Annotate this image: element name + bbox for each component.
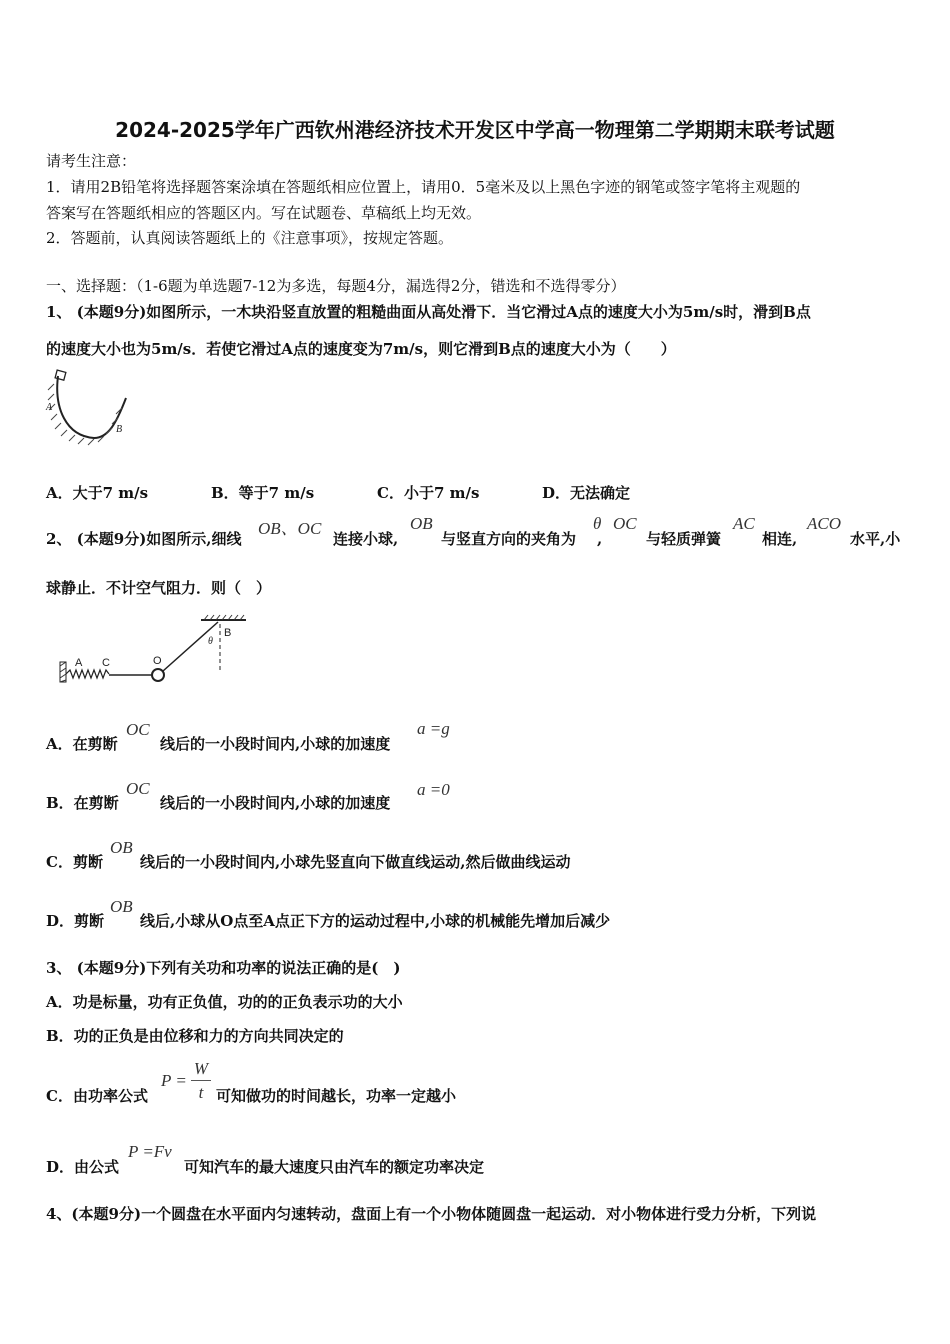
- q2-label-c: C: [102, 657, 110, 669]
- notice-heading: 请考生注意：: [46, 152, 137, 170]
- notice-line-1a: 1．请用2B铅笔将选择题答案涂填在答题纸相应位置上，请用0．5毫米及以上黑色字迹的钢笔或签字笔将主观题的: [46, 178, 801, 196]
- q1-option-a: A．大于7 m/s: [46, 484, 149, 502]
- q2-label-theta: θ: [208, 636, 213, 647]
- page-title: 2024-2025学年广西钦州港经济技术开发区中学高一物理第二学期期末联考试题: [115, 118, 835, 142]
- q2-stem-line2: 球静止．不计空气阻力．则（ ）: [46, 579, 272, 597]
- q1-curved-track-figure: [44, 368, 134, 448]
- q1-label-a: A: [46, 402, 53, 413]
- q3-option-c-fraction-bar: [191, 1080, 211, 1081]
- q2-option-d-math: OB: [110, 897, 133, 916]
- q3-option-a: A．功是标量，功有正负值，功的的正负表示功的大小: [46, 993, 403, 1011]
- q3-option-d-prefix: D．由公式: [46, 1158, 120, 1176]
- section-heading: 一、选择题：（1-6题为单选题7-12为多选，每题4分，漏选得2分，错选和不选得零分）: [46, 277, 626, 295]
- q3-option-c-text: 可知做功的时间越长，功率一定越小: [216, 1087, 457, 1105]
- q2-stem-part2: 连接小球,: [333, 530, 399, 548]
- q3-option-c-denominator: t: [198, 1083, 204, 1102]
- q2-option-b-prefix: B．在剪断: [46, 794, 119, 812]
- q2-option-a-prefix: A．在剪断: [46, 735, 118, 753]
- q4-stem-line1: 4、(本题9分)一个圆盘在水平面内匀速转动，盘面上有一个小物体随圆盘一起运动．对小物体进行受力分析，下列说: [46, 1205, 817, 1223]
- q2-option-b-eq: a =0: [417, 780, 450, 799]
- q2-label-a: A: [75, 657, 83, 669]
- q2-stem-part6: 相连,: [762, 530, 798, 548]
- q2-math-oc: OC: [613, 514, 637, 533]
- q2-label-o: O: [153, 655, 162, 667]
- q2-option-d-text: 线后,小球从O点至A点正下方的运动过程中,小球的机械能先增加后减少: [140, 912, 611, 930]
- q2-stem-part5: 与轻质弹簧: [646, 530, 722, 548]
- q3-option-c-prefix: C．由功率公式: [46, 1087, 148, 1105]
- q3-option-b: B．功的正负是由位移和力的方向共同决定的: [46, 1027, 344, 1045]
- q1-option-b: B．等于7 m/s: [211, 484, 315, 502]
- q3-option-c-lhs: P =: [161, 1071, 187, 1090]
- q1-label-b: B: [116, 424, 123, 435]
- q1-option-c: C．小于7 m/s: [377, 484, 480, 502]
- q2-option-a-math: OC: [126, 720, 150, 739]
- q2-option-c-prefix: C．剪断: [46, 853, 103, 871]
- q3-option-d-eq: P =Fv: [128, 1142, 172, 1161]
- q2-option-a-text: 线后的一小段时间内,小球的加速度: [160, 735, 391, 753]
- q2-math-aco: ACO: [807, 514, 841, 533]
- q2-stem-part1: 2、 (本题9分)如图所示,细线: [46, 530, 242, 548]
- q2-option-a-eq: a =g: [417, 719, 450, 738]
- notice-line-1b: 答案写在答题纸相应的答题区内。写在试题卷、草稿纸上均无效。: [46, 204, 482, 222]
- q2-math-ob: OB: [410, 514, 433, 533]
- q1-stem-line2: 的速度大小也为5m/s．若使它滑过A点的速度变为7m/s，则它滑到B点的速度大小为（ ）: [46, 340, 676, 358]
- q2-stem-part4: ,: [597, 530, 603, 548]
- notice-line-2: 2．答题前，认真阅读答题纸上的《注意事项》，按规定答题。: [46, 229, 454, 247]
- q3-stem: 3、 (本题9分)下列有关功和功率的说法正确的是( ): [46, 959, 401, 977]
- q3-option-d-text: 可知汽车的最大速度只由汽车的额定功率决定: [184, 1158, 485, 1176]
- q2-option-c-text: 线后的一小段时间内,小球先竖直向下做直线运动,然后做曲线运动: [140, 853, 571, 871]
- q2-math-theta: θ: [593, 514, 602, 533]
- q2-math-ac: AC: [733, 514, 755, 533]
- q2-math-ob-oc: OB、OC: [258, 519, 322, 538]
- q1-option-d: D．无法确定: [542, 484, 631, 502]
- q3-option-c-numerator: W: [193, 1059, 209, 1078]
- q2-stem-part7: 水平,小: [850, 530, 901, 548]
- q2-option-b-text: 线后的一小段时间内,小球的加速度: [160, 794, 391, 812]
- q2-spring-ball-figure: [58, 612, 258, 692]
- q2-label-b: B: [224, 627, 232, 639]
- q2-stem-part3: 与竖直方向的夹角为: [441, 530, 577, 548]
- q2-option-d-prefix: D．剪断: [46, 912, 105, 930]
- q2-option-b-math: OC: [126, 779, 150, 798]
- q2-option-c-math: OB: [110, 838, 133, 857]
- q1-stem-line1: 1、 (本题9分)如图所示，一木块沿竖直放置的粗糙曲面从高处滑下．当它滑过A点的速度大小为5m/s时，滑到B点: [46, 303, 811, 321]
